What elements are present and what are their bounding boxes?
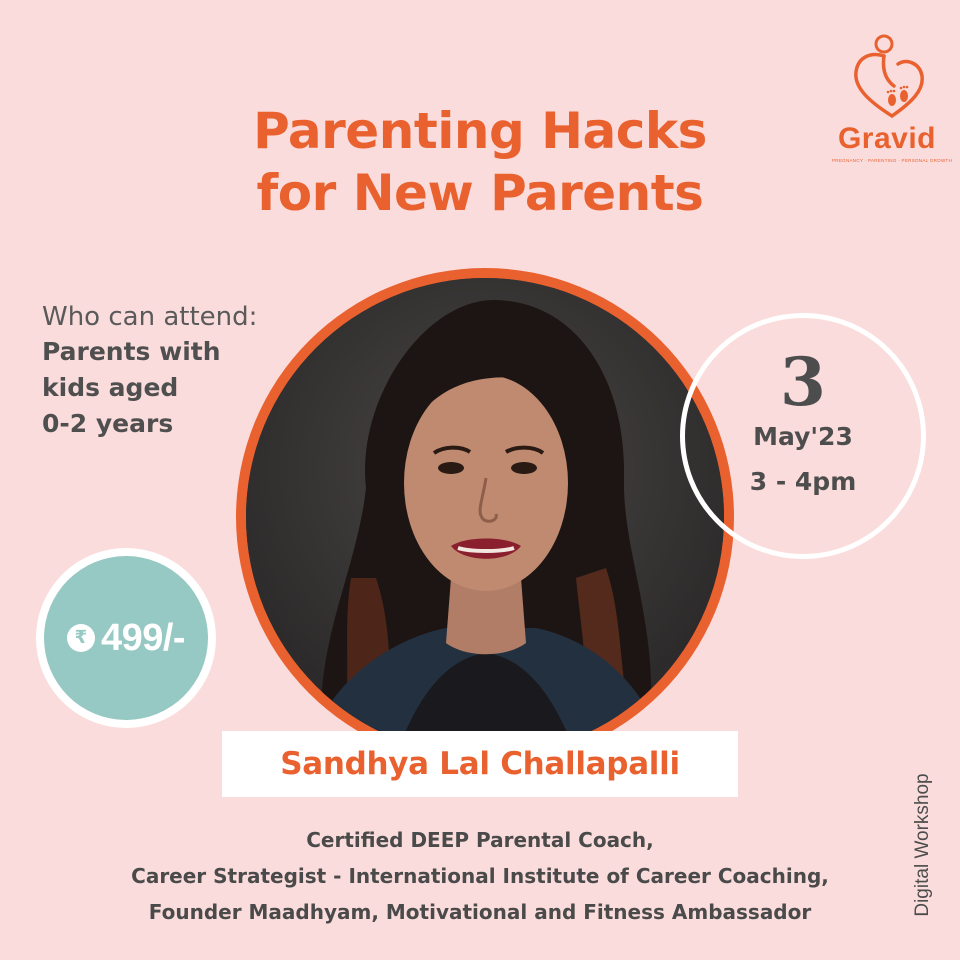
audience-line: Parents with	[42, 337, 221, 366]
price-amount: 499/-	[100, 616, 186, 659]
event-month: May'23	[753, 422, 853, 451]
speaker-photo	[246, 278, 724, 756]
format-tag-text: Digital Workshop	[912, 773, 933, 917]
logo-wordmark: Gravid	[837, 122, 937, 155]
price-badge	[44, 556, 208, 720]
title-line-1: Parenting Hacks	[253, 102, 707, 160]
logo-tagline: PREGNANCY · PARENTING · PERSONAL GROWTH	[832, 158, 953, 163]
title-line-2: for New Parents	[256, 164, 704, 222]
credential-line: Founder Maadhyam, Motivational and Fitness Ambassador	[148, 900, 812, 924]
format-tag	[908, 760, 938, 930]
credential-line: Certified DEEP Parental Coach,	[306, 828, 654, 852]
audience-line: 0-2 years	[42, 409, 174, 438]
audience-label: Who can attend:	[42, 302, 258, 332]
audience-line: kids aged	[42, 373, 179, 402]
heart-with-person-and-footprints-icon	[832, 30, 942, 130]
credential-line: Career Strategist - International Institute of Career Coaching,	[131, 864, 829, 888]
gravid-logo	[832, 30, 953, 170]
rupee-icon: ₹	[67, 624, 95, 652]
speaker-portrait-illustration	[246, 278, 724, 756]
speaker-credentials	[70, 822, 890, 930]
speaker-name-banner	[222, 731, 738, 797]
event-time: 3 - 4pm	[749, 467, 857, 496]
poster-title	[150, 100, 810, 224]
speaker-name: Sandhya Lal Challapalli	[280, 746, 680, 782]
event-day: 3	[780, 343, 826, 421]
